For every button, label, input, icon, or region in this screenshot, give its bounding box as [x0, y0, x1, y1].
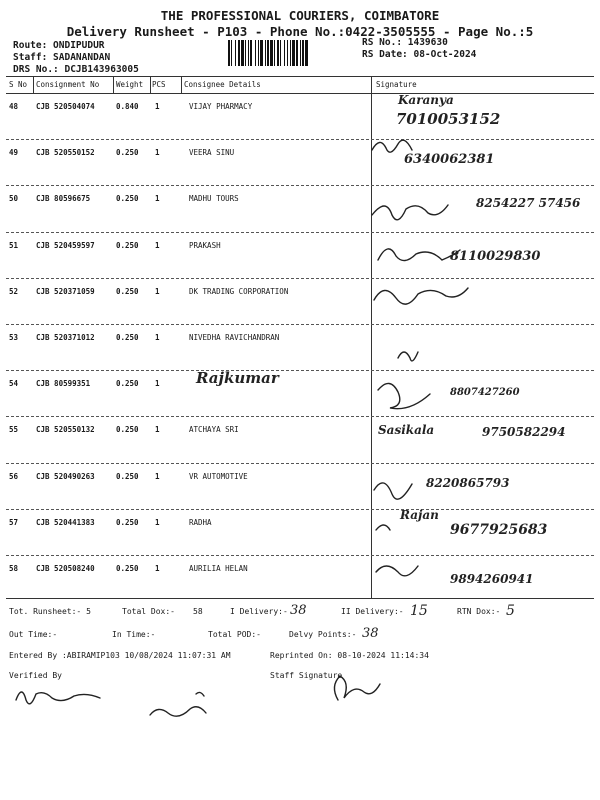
drs-number: DRS No.: DCJB143963005 [13, 64, 139, 75]
row-consignment-no: CJB 520508240 [36, 564, 95, 573]
row-sno: 58 [9, 564, 19, 573]
signature-phone: 6340062381 [404, 152, 495, 168]
row-sno: 53 [9, 333, 19, 342]
staff-signature-label: Staff Signature [270, 671, 343, 680]
row-consignee: VR AUTOMOTIVE [189, 471, 248, 481]
row-consignee: RADHA [189, 517, 212, 527]
signature-phone: 8254227 57456 [476, 196, 581, 211]
row-consignment-no: CJB 520550132 [36, 425, 95, 435]
rtn-dox-label: RTN Dox:- [457, 607, 501, 616]
footer-rule [6, 598, 594, 599]
signature-name: Karanya [398, 93, 454, 107]
signature-scribble [374, 483, 412, 499]
consignee-handwritten: Rajkumar [196, 369, 279, 388]
row-consignment-no: CJB 80599351 [36, 379, 91, 389]
rs-number: RS No.: 1439630 [362, 37, 448, 48]
signature-phone: 9894260941 [450, 572, 534, 586]
col-sno: S No [9, 80, 28, 89]
verified-by: Verified By [9, 671, 62, 680]
signature-phone: 8220865793 [426, 475, 510, 490]
row-consignee: ATCHAYA SRI [189, 425, 239, 435]
signature-phone: 9677925683 [450, 521, 548, 538]
i-delivery-handwritten: 38 [290, 603, 307, 618]
row-consignment-no: CJB 520371012 [36, 333, 95, 342]
row-weight: 0.250 [116, 333, 139, 342]
row-sno: 48 [9, 102, 19, 111]
row-consignment-no: CJB 520490263 [36, 471, 95, 481]
total-dox-value: 58 [193, 607, 203, 616]
signature-scribble [378, 249, 460, 261]
row-consignee: MADHU TOURS [189, 194, 239, 204]
rs-date: RS Date: 08-Oct-2024 [362, 49, 477, 60]
col-consignment: Consignment No [36, 80, 100, 89]
row-pcs: 1 [155, 471, 160, 481]
col-weight: Weight [116, 80, 144, 89]
row-consignment-no: CJB 520550152 [36, 148, 95, 158]
ii-delivery-label: II Delivery:- [341, 607, 404, 616]
delvy-points-label: Delvy Points:- [289, 630, 357, 639]
row-pcs: 1 [155, 564, 160, 573]
row-sno: 51 [9, 240, 19, 250]
signature-phone: 9750582294 [482, 425, 566, 440]
row-pcs: 1 [155, 102, 160, 111]
entered-by: Entered By :ABIRAMIP103 10/08/2024 11:07:31 AM [9, 651, 231, 660]
route: Route: ONDIPUDUR [13, 40, 105, 51]
signature-scribble [398, 352, 418, 361]
row-pcs: 1 [155, 333, 160, 342]
row-weight: 0.250 [116, 240, 139, 250]
row-consignee: DK TRADING CORPORATION [189, 286, 289, 296]
row-consignee: AURILIA HELAN [189, 564, 248, 573]
company-name: THE PROFESSIONAL COURIERS, COIMBATORE [160, 8, 440, 23]
row-weight: 0.250 [116, 379, 139, 389]
total-pod: Total POD:- [208, 630, 261, 639]
reprinted-on: Reprinted On: 08-10-2024 11:14:34 [270, 651, 429, 660]
row-sno: 52 [9, 286, 19, 296]
row-consignee: VIJAY PHARMACY [189, 102, 253, 111]
row-weight: 0.250 [116, 425, 139, 435]
row-sno: 54 [9, 379, 19, 389]
row-pcs: 1 [155, 379, 160, 389]
staff: Staff: SADANANDAN [13, 52, 111, 63]
row-weight: 0.250 [116, 471, 139, 481]
signature-scribble [374, 288, 468, 304]
rtn-dox-handwritten: 5 [506, 603, 515, 619]
signature-name: Sasikala [378, 423, 435, 438]
row-pcs: 1 [155, 148, 160, 158]
signature-scribble [378, 383, 430, 408]
row-sno: 55 [9, 425, 19, 435]
row-sno: 50 [9, 194, 19, 204]
row-pcs: 1 [155, 425, 160, 435]
tot-runsheet: Tot. Runsheet:- 5 [9, 607, 91, 616]
row-sno: 49 [9, 148, 19, 158]
ii-delivery-handwritten: 15 [410, 603, 428, 619]
runsheet-subtitle: Delivery Runsheet - P103 - Phone No.:0422-3505555 - Page No.:5 [66, 24, 534, 39]
row-weight: 0.840 [116, 102, 139, 111]
verifier-signature [150, 692, 206, 716]
row-consignment-no: CJB 520441383 [36, 517, 95, 527]
signature-phone: 8110029830 [450, 248, 541, 264]
row-consignment-no: CJB 520371059 [36, 286, 95, 296]
signature-scribble [376, 525, 390, 530]
row-sno: 57 [9, 517, 19, 527]
signature-phone: 7010053152 [396, 110, 501, 128]
row-pcs: 1 [155, 194, 160, 204]
col-pcs: PCS [152, 80, 166, 89]
row-consignment-no: CJB 520459597 [36, 240, 95, 250]
i-delivery-label: I Delivery:- [230, 607, 288, 616]
signature-scribble [372, 140, 412, 152]
signature-scribble [372, 205, 448, 220]
row-weight: 0.250 [116, 517, 139, 527]
out-time: Out Time:- [9, 630, 58, 639]
row-consignee: VEERA SINU [189, 148, 235, 158]
row-consignee: PRAKASH [189, 240, 221, 250]
row-consignment-no: CJB 520504074 [36, 102, 95, 111]
row-pcs: 1 [155, 240, 160, 250]
row-sno: 56 [9, 471, 19, 481]
signature-name: Rajan [400, 507, 439, 522]
col-consignee: Consignee Details [184, 80, 261, 89]
row-weight: 0.250 [116, 148, 139, 158]
delvy-points-handwritten: 38 [362, 626, 379, 641]
signature-scribble [376, 566, 418, 576]
row-weight: 0.250 [116, 194, 139, 204]
row-pcs: 1 [155, 517, 160, 527]
row-weight: 0.250 [116, 564, 139, 573]
row-weight: 0.250 [116, 286, 139, 296]
verifier-signature [16, 692, 100, 704]
total-dox-label: Total Dox:- [122, 607, 175, 616]
col-signature: Signature [376, 80, 417, 89]
row-consignee: NIVEDHA RAVICHANDRAN [189, 333, 280, 342]
row-consignment-no: CJB 80596675 [36, 194, 91, 204]
row-pcs: 1 [155, 286, 160, 296]
signature-phone: 8807427260 [450, 387, 520, 399]
in-time: In Time:- [112, 630, 156, 639]
